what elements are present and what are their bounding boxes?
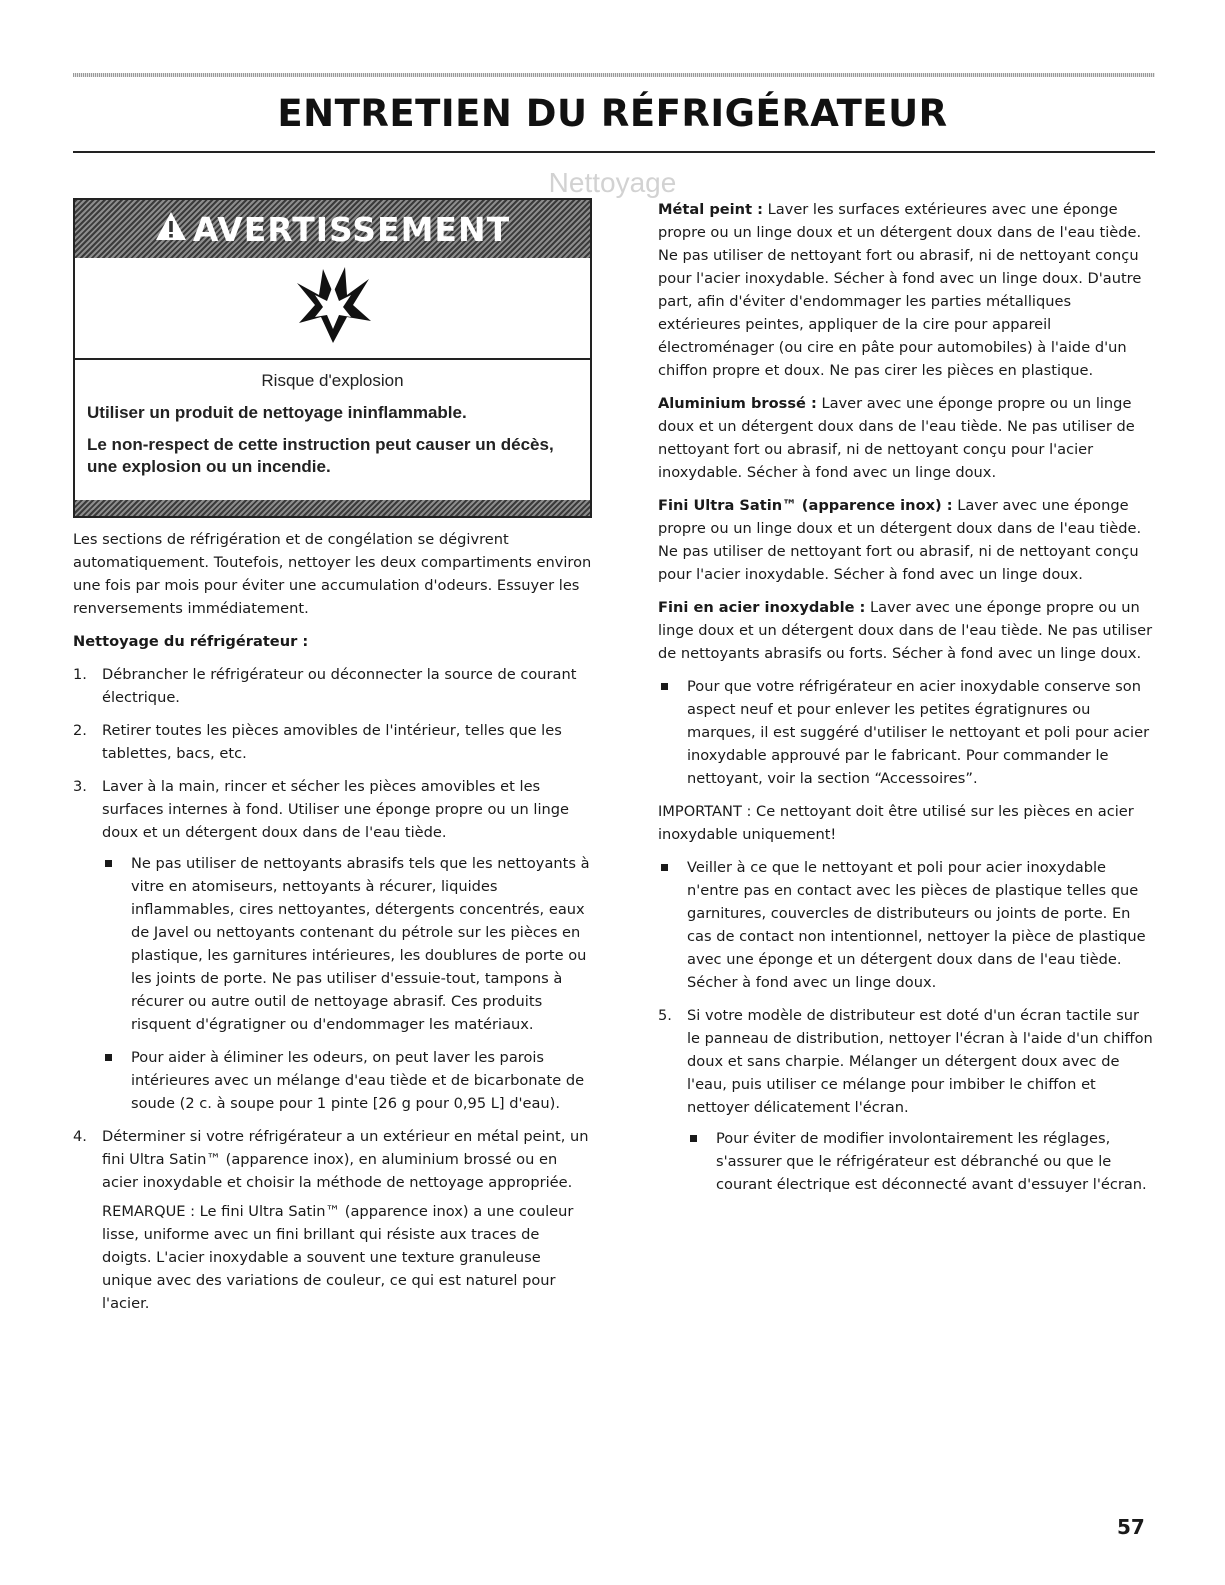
title-rule	[73, 151, 1155, 153]
warning-box	[73, 198, 592, 518]
step-number: 4.	[73, 1128, 87, 1145]
explosion-icon-box	[75, 258, 590, 360]
finish-text: Laver avec une éponge propre ou un linge doux et un détergent doux dans de l'eau tiède. Ne pas utiliser de nettoyants abrasifs ou forts. Sécher à fond avec un linge doux.	[658, 599, 1153, 662]
warning-risk: Risque d'explosion	[261, 371, 404, 390]
step-text: Déterminer si votre réfrigérateur a un extérieur en métal peint, un fini Ultra Satin™ (apparence inox), en aluminium brossé ou en acier inoxydable et choisir la méthode de nettoyage appropriée.	[102, 1128, 589, 1191]
finish-text: Laver les surfaces extérieures avec une éponge propre ou un linge doux et un détergent doux dans de l'eau tiède. Ne pas utiliser de nettoyant fort ou abrasif, ni de nettoyant conçu pour l'acier inoxydable. Sécher à fond avec un linge doux. D'autre part, afin d'éviter d'endommager les parties métalliques extérieures peintes, appliquer de la cire pour appareil électroménager (ou cire en pâte pour automobiles) à l'aide d'un chiffon propre et doux. Ne pas cirer les pièces en plastique.	[658, 201, 1142, 379]
warning-instruction: Utiliser un produit de nettoyage ininflammable.	[87, 403, 467, 422]
step-number: 3.	[73, 778, 87, 795]
step-3	[73, 775, 593, 1115]
finish-paragraph	[658, 596, 1156, 665]
finish-paragraph	[658, 198, 1156, 382]
step-text: Retirer toutes les pièces amovibles de l'intérieur, telles que les tablettes, bacs, etc.	[102, 722, 562, 762]
stainless-bullets	[658, 675, 1156, 790]
finish-label: Aluminium brossé :	[658, 395, 817, 412]
finish-label: Métal peint :	[658, 201, 763, 218]
step-2	[73, 719, 593, 765]
step-number: 2.	[73, 722, 87, 739]
step-4-note: REMARQUE : Le fini Ultra Satin™ (apparence inox) a une couleur lisse, uniforme avec un fini brillant qui résiste aux traces de doigts. L'acier inoxydable a souvent une texture granuleuse unique avec des variations de couleur, ce qui est naturel pour l'acier.	[102, 1203, 574, 1312]
finish-paragraph	[658, 392, 1156, 484]
subheading: Nettoyage du réfrigérateur :	[73, 633, 309, 650]
finish-text: Laver avec une éponge propre ou un linge doux et un détergent doux dans de l'eau tiède. Ne pas utiliser de nettoyant fort ou abrasif, ni de nettoyant conçu pour l'acier inoxydable. Sécher à fond avec un linge doux.	[658, 497, 1142, 583]
cleaning-steps	[73, 663, 593, 1315]
step-5	[658, 1004, 1156, 1196]
step-5-bullets	[687, 1127, 1156, 1196]
bullet-item: Pour que votre réfrigérateur en acier inoxydable conserve son aspect neuf et pour enlever les petites égratignures ou marques, il est suggéré d'utiliser le nettoyant et poli pour acier inoxydable approuvé par le fabricant. Pour commander le nettoyant, voir la section “Accessoires”.	[658, 675, 1156, 790]
step-1	[73, 663, 593, 709]
finish-paragraph	[658, 494, 1156, 586]
explosion-icon	[293, 265, 373, 352]
left-column	[73, 198, 593, 1325]
section-heading: Nettoyage	[548, 167, 677, 198]
warning-header	[75, 200, 590, 258]
cleaning-steps-continued	[658, 1004, 1156, 1196]
warning-footer-bar	[75, 500, 590, 516]
finish-text: Laver avec une éponge propre ou un linge doux et un détergent doux dans de l'eau tiède. Ne pas utiliser de nettoyant fort ou abrasif, ni de nettoyant conçu pour l'acier inoxydable. Sécher à fond avec un linge doux.	[658, 395, 1135, 481]
step-3-bullets	[102, 852, 593, 1115]
page-title: ENTRETIEN DU RÉFRIGÉRATEUR	[277, 92, 948, 135]
finish-label: Fini en acier inoxydable :	[658, 599, 866, 616]
step-number: 5.	[658, 1007, 672, 1024]
warning-triangle-icon	[155, 211, 187, 248]
warning-consequence: Le non-respect de cette instruction peut causer un décès, une explosion ou un incendie.	[87, 435, 554, 476]
right-column	[658, 198, 1156, 1206]
step-4	[73, 1125, 593, 1315]
bullet-item: Veiller à ce que le nettoyant et poli pour acier inoxydable n'entre pas en contact avec les pièces de plastique telles que garnitures, couvercles de distributeurs ou joints de porte. En cas de contact non intentionnel, nettoyer la pièce de plastique avec une éponge et un détergent doux dans de l'eau tiède. Sécher à fond avec un linge doux.	[658, 856, 1156, 994]
bullet-item: Ne pas utiliser de nettoyants abrasifs tels que les nettoyants à vitre en atomiseurs, nettoyants à récurer, liquides inflammables, cires nettoyantes, détergents concentrés, eaux de Javel ou nettoyants contenant du pétrole sur les pièces en plastique, les garnitures intérieures, les doublures de porte ou les joints de porte. Ne pas utiliser d'essuie-tout, tampons à récurer ou autre outil de nettoyage abrasif. Ces produits risquent d'égratigner ou d'endommager les matériaux.	[102, 852, 593, 1036]
bullet-item: Pour aider à éliminer les odeurs, on peut laver les parois intérieures avec un mélange d'eau tiède et de bicarbonate de soude (2 c. à soupe pour 1 pinte [26 g pour 0,95 L] d'eau).	[102, 1046, 593, 1115]
intro-paragraph: Les sections de réfrigération et de congélation se dégivrent automatiquement. Toutefois, nettoyer les deux compartiments environ une fois par mois pour éviter une accumulation d'odeurs. Essuyer les renversements immédiatement.	[73, 531, 592, 617]
bullet-item: Pour éviter de modifier involontairement les réglages, s'assurer que le réfrigérateur est débranché ou que le courant électrique est déconnecté avant d'essuyer l'écran.	[687, 1127, 1156, 1196]
important-note: IMPORTANT : Ce nettoyant doit être utilisé sur les pièces en acier inoxydable uniquement!	[658, 803, 1134, 843]
warning-title: AVERTISSEMENT	[192, 209, 511, 249]
step-number: 1.	[73, 666, 87, 683]
step-text: Si votre modèle de distributeur est doté d'un écran tactile sur le panneau de distribution, nettoyer l'écran à l'aide d'un chiffon doux et sans charpie. Mélanger un détergent doux avec de l'eau, puis utiliser ce mélange pour imbiber le chiffon et nettoyer délicatement l'écran.	[687, 1007, 1153, 1116]
step-text: Débrancher le réfrigérateur ou déconnecter la source de courant électrique.	[102, 666, 577, 706]
stainless-bullets-2	[658, 856, 1156, 994]
finish-label: Fini Ultra Satin™ (apparence inox) :	[658, 497, 953, 514]
warning-body	[75, 360, 590, 500]
page-number: 57	[1117, 1515, 1145, 1539]
top-decorative-rule	[73, 73, 1155, 77]
step-text: Laver à la main, rincer et sécher les pièces amovibles et les surfaces internes à fond. Utiliser une éponge propre ou un linge doux et un détergent doux dans de l'eau tiède.	[102, 778, 570, 841]
